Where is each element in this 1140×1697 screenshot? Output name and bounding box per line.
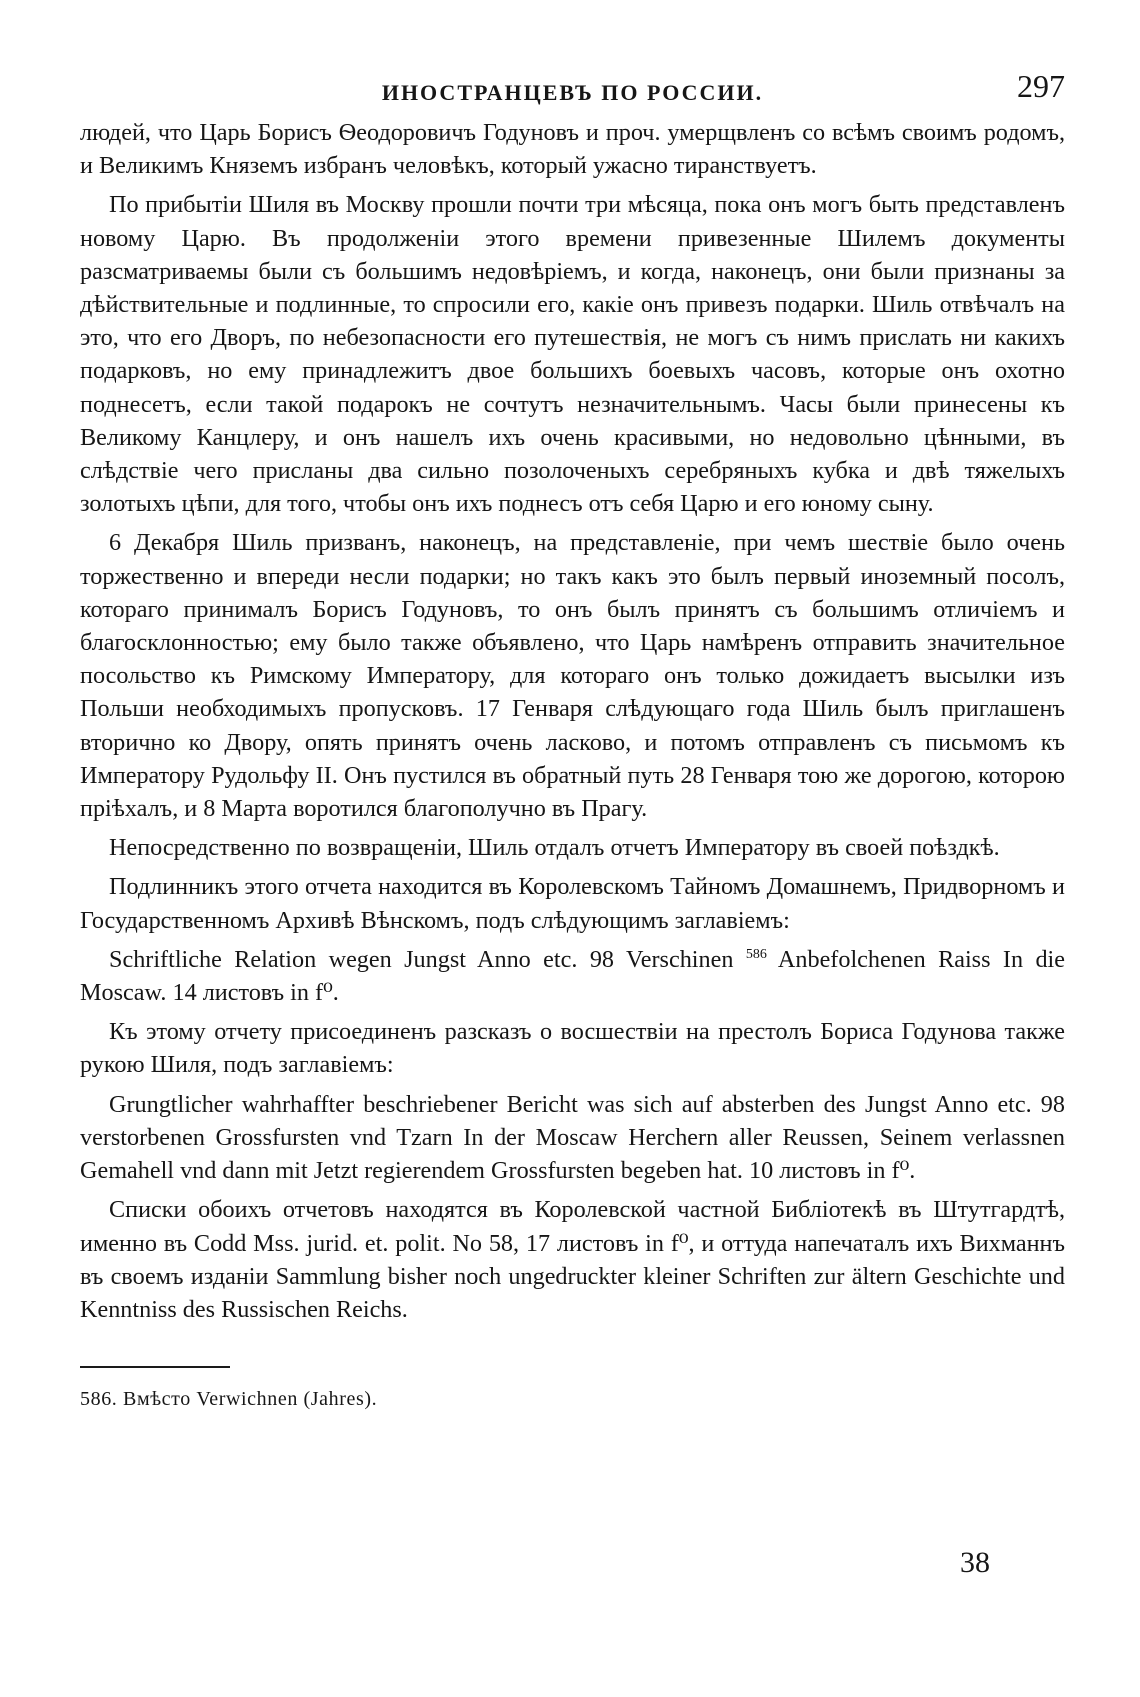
relation-title-paragraph — [80, 943, 1065, 1009]
paragraph-6: Къ этому отчету присоединенъ разсказъ о восшествіи на престолъ Бориса Годунова также рукою Шиля, подъ заглавіемъ: — [80, 1018, 1065, 1079]
book-page — [80, 64, 1065, 1411]
page-header — [80, 64, 1065, 116]
footnote-reference: 586 — [745, 946, 767, 962]
running-head: ИНОСТРАНЦЕВЪ ПО РОССИИ. — [381, 80, 764, 105]
paragraph-7: Grungtlicher wahrhaffter beschriebener Bericht was sich auf absterben des Jungst Anno etc. 98 verstorbenen Grossfursten vnd Tzarn In der Moscaw Herchern aller Reussen, Seinem verlassnen Gemahell vnd dann mit Jetzt regierendem Grossfursten begeben hat. 10 листовъ in f⁰. — [80, 1090, 1065, 1185]
page-number: 297 — [1017, 68, 1065, 104]
paragraph-4: Непосредственно по возвращеніи, Шиль отдалъ отчетъ Императору въ своей поѣздкѣ. — [109, 834, 1000, 862]
paragraph-8: Списки обоихъ отчетовъ находятся въ Королевской частной Библіотекѣ въ Штутгардтѣ, именно въ Codd Mss. jurid. et. polit. No 58, 17 листовъ in f⁰, и оттуда напечаталъ ихъ Вихманнъ въ своемъ изданіи Sammlung bisher noch ungedruckter kleiner Schriften zur ältern Geschichte und Kenntniss des Russischen Reichs. — [80, 1196, 1065, 1323]
footnote: 586. Вмѣсто Verwichnen (Jahres). — [80, 1388, 378, 1411]
paragraph-1: людей, что Царь Борисъ Ѳеодоровичъ Годуновъ и проч. умерщвленъ со всѣмъ своимъ родомъ, и Великимъ Княземъ избранъ человѣкъ, который ужасно тиранствуетъ. — [80, 119, 1065, 180]
relation-title-before: Schriftliche Relation wegen Jungst Anno etc. 98 Verschinen — [109, 945, 734, 973]
paragraph-2: По прибытіи Шиля въ Москву прошли почти три мѣсяца, пока онъ могъ быть представленъ новому Царю. Въ продолженіи этого времени привезенные Шилемъ документы разсматриваемы были съ большимъ недовѣріемъ, и когда, наконецъ, они были признаны за дѣйствительные и подлинные, то спросили его, какіе онъ привезъ подарки. Шиль отвѣчалъ на это, что его Дворъ, по небезопасности его путешествія, не могъ съ нимъ прислать ни какихъ подарковъ, но ему принадлежитъ двое большихъ боевыхъ часовъ, которые онъ охотно поднесетъ, если такой подарокъ не сочтутъ незначительнымъ. Часы были принесены къ Великому Канцлеру, и онъ нашелъ ихъ очень красивыми, но недовольно цѣнными, въ слѣдствіе чего присланы два сильно позолоченыхъ серебряныхъ кубка и двѣ тяжелыхъ золотыхъ цѣпи, для того, чтобы онъ ихъ поднесъ отъ себя Царю и его юному сыну. — [80, 191, 1065, 518]
paragraph-3: 6 Декабря Шиль призванъ, наконецъ, на представленіе, при чемъ шествіе было очень торжественно и впереди несли подарки; но такъ какъ это былъ первый иноземный посолъ, котораго принималъ Борисъ Годуновъ, то онъ былъ принятъ съ большимъ отличіемъ и благосклонностью; ему было также объявлено, что Царь намѣренъ отправить значительное посольство къ Римскому Императору, для котораго онъ только дожидаетъ высылки изъ Польши необходимыхъ пропусковъ. 17 Генваря слѣдующаго года Шиль былъ приглашенъ вторично ко Двору, опять принятъ очень ласково, и потомъ отправленъ съ письмомъ къ Императору Рудольфу II. Онъ пустился въ обратный путь 28 Генваря тою же дорогою, которою пріѣхалъ, и 8 Марта воротился благополучно въ Прагу. — [80, 529, 1065, 823]
body-text — [80, 116, 1065, 1326]
footnote-divider — [80, 1366, 230, 1368]
paragraph-5: Подлинникъ этого отчета находится въ Королевскомъ Тайномъ Домашнемъ, Придворномъ и Государственномъ Архивѣ Вѣнскомъ, подъ слѣдующимъ заглавіемъ: — [80, 873, 1065, 934]
relation-title-after: Anbefolchenen Raiss In die Moscaw. 14 листовъ in f⁰. — [80, 945, 1065, 1007]
signature-mark: 38 — [960, 1546, 990, 1579]
